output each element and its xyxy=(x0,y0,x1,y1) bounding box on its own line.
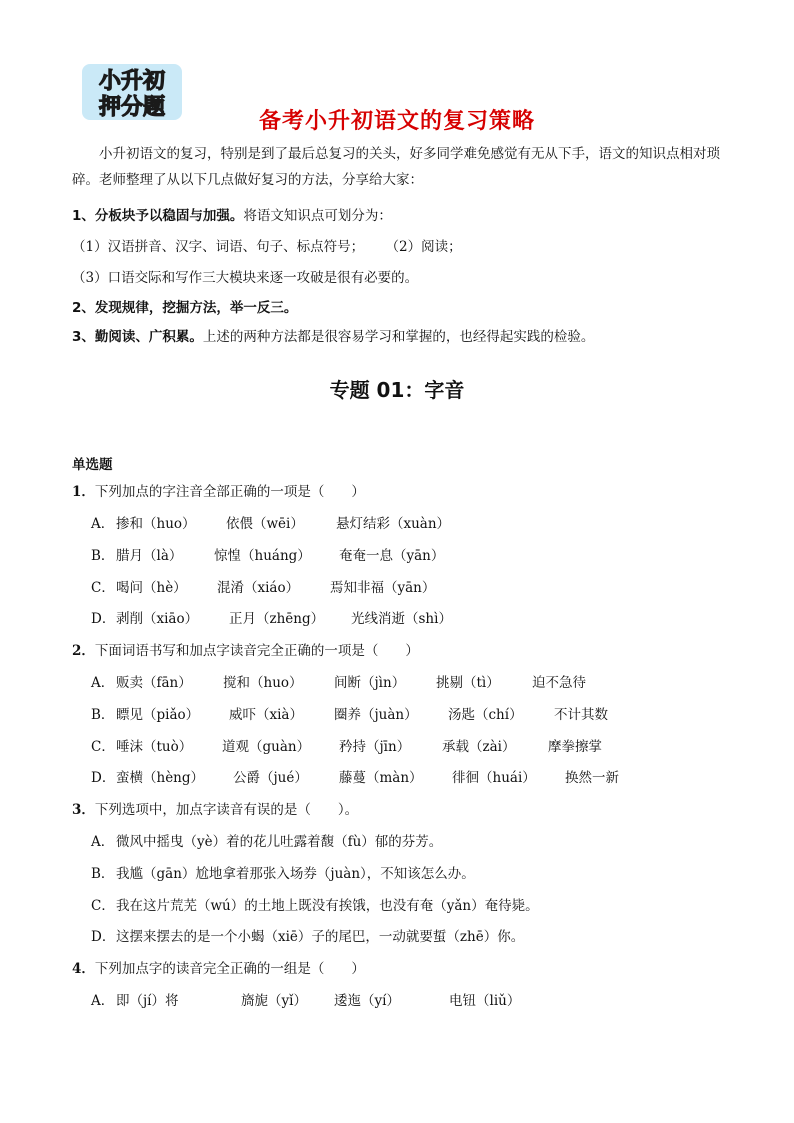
option-label: A． xyxy=(91,675,115,691)
tip-bold: 2、发现规律，挖掘方法，举一反三。 xyxy=(72,300,298,316)
option-item: 贩卖（fān） xyxy=(116,675,192,691)
option-item: 这摆来摆去的是一个小蝎（xiē）子的尾巴，一动就要蜇（zhē）你。 xyxy=(116,929,525,945)
option-item: 微风中摇曳（yè）着的花儿吐露着馥（fù）郁的芬芳。 xyxy=(116,834,443,850)
option-item: 腊月（là） xyxy=(116,548,183,564)
tip-text: 将语文知识点可划分为： xyxy=(243,208,392,224)
tip-line xyxy=(72,235,462,255)
option-label: C． xyxy=(91,739,115,755)
option-item: 摩拳擦掌 xyxy=(548,739,602,755)
option-label: C． xyxy=(91,580,115,596)
tip-line xyxy=(72,266,418,286)
option-label: A． xyxy=(91,993,115,1009)
option-label: D． xyxy=(91,611,116,627)
tip-text: （1）汉语拼音、汉字、词语、句子、标点符号； （2）阅读； xyxy=(72,239,462,255)
option-item: 光线消逝（shì） xyxy=(351,611,452,627)
option-label: B． xyxy=(91,866,115,882)
tip-line xyxy=(72,296,297,316)
option-item: 迫不急待 xyxy=(532,675,586,691)
option-item: 电钮（liǔ） xyxy=(449,993,521,1009)
option-label: C． xyxy=(91,898,115,914)
question-number: 4． xyxy=(72,961,95,977)
option-item: 剥削（xiāo） xyxy=(116,611,199,627)
option-item: 挑剔（tì） xyxy=(436,675,500,691)
option-item: 焉知非福（yān） xyxy=(330,580,436,596)
option-label: B． xyxy=(91,548,115,564)
option-item: 蛮横（hèng） xyxy=(116,770,205,786)
intro-paragraph: 小升初语文的复习，特别是到了最后总复习的关头，好多同学难免感觉有无从下手，语文的知识点相对琐碎。老师整理了从以下几点做好复习的方法，分享给大家： xyxy=(72,146,720,188)
option-item: 不计其数 xyxy=(554,707,608,723)
option-item: 藤蔓（màn） xyxy=(339,770,423,786)
section-label: 单选题 xyxy=(72,457,113,473)
option-item: 圈养（juàn） xyxy=(334,707,418,723)
option-item: 徘徊（huái） xyxy=(452,770,536,786)
option-item: 公爵（jué） xyxy=(233,770,308,786)
logo-line2: 押分题 xyxy=(98,95,166,120)
option-label: D． xyxy=(91,929,116,945)
question-text: 下面词语书写和加点字读音完全正确的一项是（ ） xyxy=(94,643,419,659)
option-label: D． xyxy=(91,770,116,786)
option-item: 依偎（wēi） xyxy=(226,516,304,532)
option-label: B． xyxy=(91,707,115,723)
option-item: 悬灯结彩（xuàn） xyxy=(336,516,451,532)
option-item: 我在这片荒芜（wú）的土地上既没有挨饿，也没有奄（yǎn）奄待毙。 xyxy=(116,898,539,914)
tip-line xyxy=(72,204,392,224)
option-item: 承载（zài） xyxy=(442,739,516,755)
option-item: 汤匙（chí） xyxy=(448,707,523,723)
option-item: 即（jí）将 xyxy=(116,993,179,1009)
question-stem xyxy=(72,957,365,977)
question-stem xyxy=(72,480,365,500)
option-item: 间断（jìn） xyxy=(334,675,406,691)
option-item: 喝问（hè） xyxy=(116,580,187,596)
option-label: A． xyxy=(91,516,115,532)
option-item: 换然一新 xyxy=(565,770,619,786)
option-item: 掺和（huo） xyxy=(116,516,196,532)
question-stem xyxy=(72,639,419,659)
question-text: 下列选项中，加点字读音有误的是（ ）。 xyxy=(94,802,359,818)
tip-text: 上述的两种方法都是很容易学习和掌握的，也经得起实践的检验。 xyxy=(202,329,595,345)
question-text: 下列加点的字注音全部正确的一项是（ ） xyxy=(94,484,365,500)
option-item: 旖旎（yǐ） xyxy=(241,993,307,1009)
logo-line1: 小升初 xyxy=(98,69,166,94)
option-item: 我尴（gān）尬地拿着那张入场券（juàn），不知该怎么办。 xyxy=(116,866,475,882)
tip-line xyxy=(72,325,594,345)
page-title: 备考小升初语文的复习策略 xyxy=(258,109,535,134)
option-item: 瞟见（piǎo） xyxy=(116,707,200,723)
option-item: 正月（zhēng） xyxy=(229,611,325,627)
option-item: 惊惶（huáng） xyxy=(214,548,311,564)
question-number: 2． xyxy=(72,643,95,659)
question-text: 下列加点字的读音完全正确的一组是（ ） xyxy=(94,961,365,977)
question-stem xyxy=(72,798,358,818)
tip-bold: 1、分板块予以稳固与加强。 xyxy=(72,208,244,224)
option-item: 奄奄一息（yān） xyxy=(339,548,445,564)
topic-title: 专题 01：字音 xyxy=(329,378,465,402)
option-item: 威吓（xià） xyxy=(229,707,303,723)
option-item: 唾沫（tuò） xyxy=(116,739,193,755)
tip-text: （3）口语交际和写作三大模块来逐一攻破是很有必要的。 xyxy=(72,270,419,286)
option-item: 矜持（jīn） xyxy=(339,739,411,755)
tip-bold: 3、勤阅读、广积累。 xyxy=(72,329,203,345)
question-number: 3． xyxy=(72,802,95,818)
option-item: 道观（guàn） xyxy=(222,739,311,755)
option-item: 混淆（xiáo） xyxy=(217,580,300,596)
option-item: 逶迤（yí） xyxy=(334,993,400,1009)
option-label: A． xyxy=(91,834,115,850)
option-item: 搅和（huo） xyxy=(223,675,303,691)
question-number: 1． xyxy=(72,484,95,500)
